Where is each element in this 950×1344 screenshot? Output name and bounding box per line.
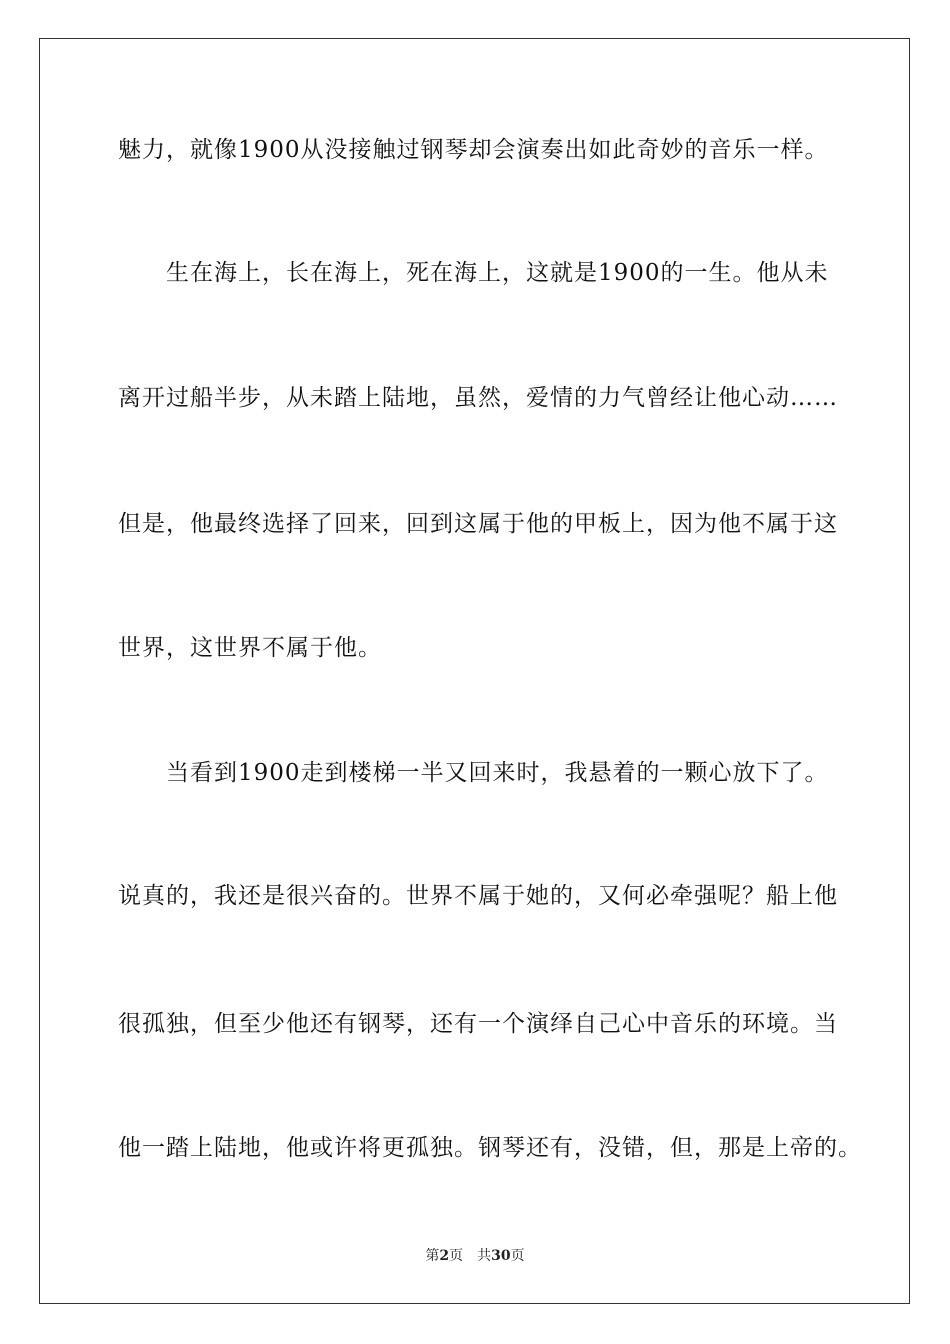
body-line-3: 离开过船半步，从未踏上陆地，虽然，爱情的力气曾经让他心动…… <box>118 385 838 411</box>
body-line-6: 当看到1900走到楼梯一半又回来时，我悬着的一颗心放下了。 <box>166 760 829 786</box>
footer-page-suffix: 页 <box>449 1248 464 1264</box>
page-border <box>39 38 910 1304</box>
footer-total-prefix: 共 <box>477 1248 492 1264</box>
footer-total-suffix: 页 <box>510 1248 525 1264</box>
footer-page-prefix: 第 <box>425 1248 440 1264</box>
page-footer <box>0 1247 950 1265</box>
body-line-4: 但是，他最终选择了回来，回到这属于他的甲板上，因为他不属于这 <box>118 511 838 537</box>
body-line-7: 说真的，我还是很兴奋的。世界不属于她的，又何必牵强呢？船上他 <box>118 883 838 909</box>
footer-page-number: 2 <box>439 1248 450 1264</box>
body-line-5: 世界，这世界不属于他。 <box>118 635 382 661</box>
footer-total-number: 30 <box>491 1248 511 1264</box>
body-line-9: 他一踏上陆地，他或许将更孤独。钢琴还有，没错，但，那是上帝的。 <box>118 1135 862 1161</box>
body-line-8: 很孤独，但至少他还有钢琴，还有一个演绎自己心中音乐的环境。当 <box>118 1011 838 1037</box>
body-line-1: 魅力，就像1900从没接触过钢琴却会演奏出如此奇妙的音乐一样。 <box>118 137 829 163</box>
body-line-2: 生在海上，长在海上，死在海上，这就是1900的一生。他从未 <box>166 260 829 286</box>
